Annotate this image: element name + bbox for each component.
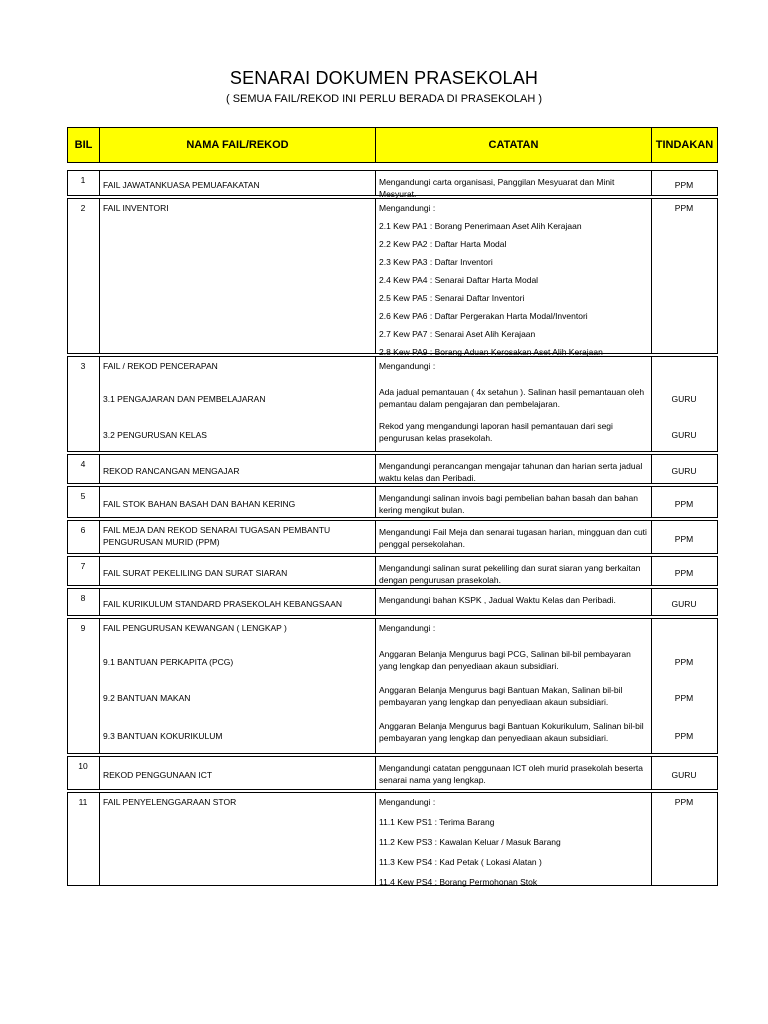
- file-note: Ada jadual pemantauan ( 4x setahun ). Salinan hasil pemantauan oleh pemantau dalam pengajaran dan pembelajaran.: [379, 387, 645, 409]
- row-number: 9: [80, 623, 86, 633]
- file-note: Mengandungi :: [379, 797, 436, 807]
- file-name: FAIL MEJA DAN REKOD SENARAI TUGASAN PEMBANTU PENGURUSAN MURID (PPM): [103, 525, 331, 547]
- row-number: 4: [80, 459, 86, 469]
- file-note: 11.1 Kew PS1 : Terima Barang: [379, 817, 495, 827]
- file-name: REKOD RANCANGAN MENGAJAR: [103, 466, 240, 476]
- table-cell: [651, 198, 718, 354]
- file-name: FAIL KURIKULUM STANDARD PRASEKOLAH KEBANGSAAN: [103, 599, 343, 609]
- row-number: 2: [80, 203, 86, 213]
- header-cell-bil: BIL: [67, 127, 100, 163]
- file-name: FAIL PENGURUSAN KEWANGAN ( LENGKAP ): [103, 623, 287, 633]
- file-name: FAIL SURAT PEKELILING DAN SURAT SIARAN: [103, 568, 288, 578]
- file-name: FAIL STOK BAHAN BASAH DAN BAHAN KERING: [103, 499, 296, 509]
- header-cell-tindakan: TINDAKAN: [651, 127, 718, 163]
- table-cell: [99, 198, 376, 354]
- action-label: PPM: [674, 731, 694, 741]
- file-note: 2.8 Kew PA9 : Borang Aduan Kerosakan Aset Alih Kerajaan: [379, 347, 603, 356]
- file-note: 11.3 Kew PS4 : Kad Petak ( Lokasi Alatan ): [379, 857, 542, 867]
- action-label: GURU: [671, 466, 697, 476]
- row-number: 1: [80, 175, 86, 185]
- file-note: Mengandungi Fail Meja dan senarai tugasan harian, mingguan dan cuti penggal persekolahan.: [379, 527, 647, 549]
- file-note: 2.1 Kew PA1 : Borang Penerimaan Aset Alih Kerajaan: [379, 221, 582, 231]
- row-number: 3: [80, 361, 86, 371]
- file-note: Mengandungi :: [379, 361, 436, 371]
- file-name: 3.2 PENGURUSAN KELAS: [103, 430, 207, 440]
- row-number: 10: [78, 761, 88, 771]
- header-cell-nama: NAMA FAIL/REKOD: [99, 127, 376, 163]
- file-name: FAIL / REKOD PENCERAPAN: [103, 361, 218, 371]
- file-note: Mengandungi salinan invois bagi pembelian bahan basah dan bahan kering mengikut bulan.: [379, 493, 638, 515]
- file-note: Mengandungi salinan surat pekeliling dan surat siaran yang berkaitan dengan pengurusan prasekolah.: [379, 563, 641, 585]
- file-note: Anggaran Belanja Mengurus bagi Bantuan Kokurikulum, Salinan bil-bil pembayaran yang lengkap dan penyediaan akaun subsidiari.: [379, 721, 644, 743]
- file-note: Rekod yang mengandungi laporan hasil pemantauan dari segi pengurusan kelas prasekolah.: [379, 421, 613, 443]
- page-title: SENARAI DOKUMEN PRASEKOLAH: [229, 68, 539, 88]
- table-cell: [67, 198, 100, 354]
- file-note: Anggaran Belanja Mengurus bagi PCG, Salinan bil-bil pembayaran yang lengkap dan penyediaan akaun subsidiari.: [379, 649, 631, 671]
- file-note: 2.4 Kew PA4 : Senarai Daftar Harta Modal: [379, 275, 539, 285]
- action-label: PPM: [674, 657, 694, 667]
- file-note: Mengandungi :: [379, 203, 436, 213]
- row-number: 6: [80, 525, 86, 535]
- action-label: PPM: [674, 693, 694, 703]
- action-label: PPM: [674, 568, 694, 578]
- page-subtitle: ( SEMUA FAIL/REKOD INI PERLU BERADA DI PRASEKOLAH ): [225, 93, 543, 105]
- row-number: 5: [80, 491, 86, 501]
- action-label: PPM: [674, 534, 694, 544]
- file-name: REKOD PENGGUNAAN ICT: [103, 770, 213, 780]
- action-label: PPM: [674, 203, 694, 213]
- file-note: Mengandungi :: [379, 623, 436, 633]
- file-name: FAIL PENYELENGGARAAN STOR: [103, 797, 237, 807]
- table-cell: [67, 618, 100, 754]
- file-name: FAIL INVENTORI: [103, 203, 169, 213]
- action-label: GURU: [671, 599, 697, 609]
- row-number: 7: [80, 561, 86, 571]
- file-name: FAIL JAWATANKUASA PEMUAFAKATAN: [103, 180, 260, 190]
- row-number: 11: [78, 797, 88, 807]
- file-name: 9.1 BANTUAN PERKAPITA (PCG): [103, 657, 234, 667]
- action-label: PPM: [674, 180, 694, 190]
- file-note: Mengandungi bahan KSPK , Jadual Waktu Kelas dan Peribadi.: [379, 595, 616, 605]
- action-label: GURU: [671, 770, 697, 780]
- file-note: Mengandungi carta organisasi, Panggilan Mesyuarat dan Minit Mesyurat.: [379, 177, 615, 198]
- file-note: 2.7 Kew PA7 : Senarai Aset Alih Kerajaan: [379, 329, 536, 339]
- row-number: 8: [80, 593, 86, 603]
- file-note: 2.2 Kew PA2 : Daftar Harta Modal: [379, 239, 507, 249]
- file-note: Mengandungi perancangan mengajar tahunan dan harian serta jadual waktu kelas dan Peribadi.: [379, 461, 643, 483]
- action-label: GURU: [671, 394, 697, 404]
- file-name: 9.2 BANTUAN MAKAN: [103, 693, 191, 703]
- file-note: 2.6 Kew PA6 : Daftar Pergerakan Harta Modal/Inventori: [379, 311, 588, 321]
- file-note: 11.2 Kew PS3 : Kawalan Keluar / Masuk Barang: [379, 837, 561, 847]
- file-name: 3.1 PENGAJARAN DAN PEMBELAJARAN: [103, 394, 266, 404]
- file-note: Mengandungi catatan penggunaan ICT oleh murid prasekolah beserta senarai nama yang lengkap.: [379, 763, 643, 785]
- action-label: PPM: [674, 797, 694, 807]
- file-name: 9.3 BANTUAN KOKURIKULUM: [103, 731, 223, 741]
- file-note: 2.3 Kew PA3 : Daftar Inventori: [379, 257, 493, 267]
- header-cell-catatan: CATATAN: [375, 127, 652, 163]
- file-note: 2.5 Kew PA5 : Senarai Daftar Inventori: [379, 293, 525, 303]
- action-label: GURU: [671, 430, 697, 440]
- file-note: 11.4 Kew PS4 : Borang Permohonan Stok: [379, 877, 538, 887]
- action-label: PPM: [674, 499, 694, 509]
- file-note: Anggaran Belanja Mengurus bagi Bantuan Makan, Salinan bil-bil pembayaran yang lengkap dan penyediaan akaun subsidiari.: [379, 685, 623, 707]
